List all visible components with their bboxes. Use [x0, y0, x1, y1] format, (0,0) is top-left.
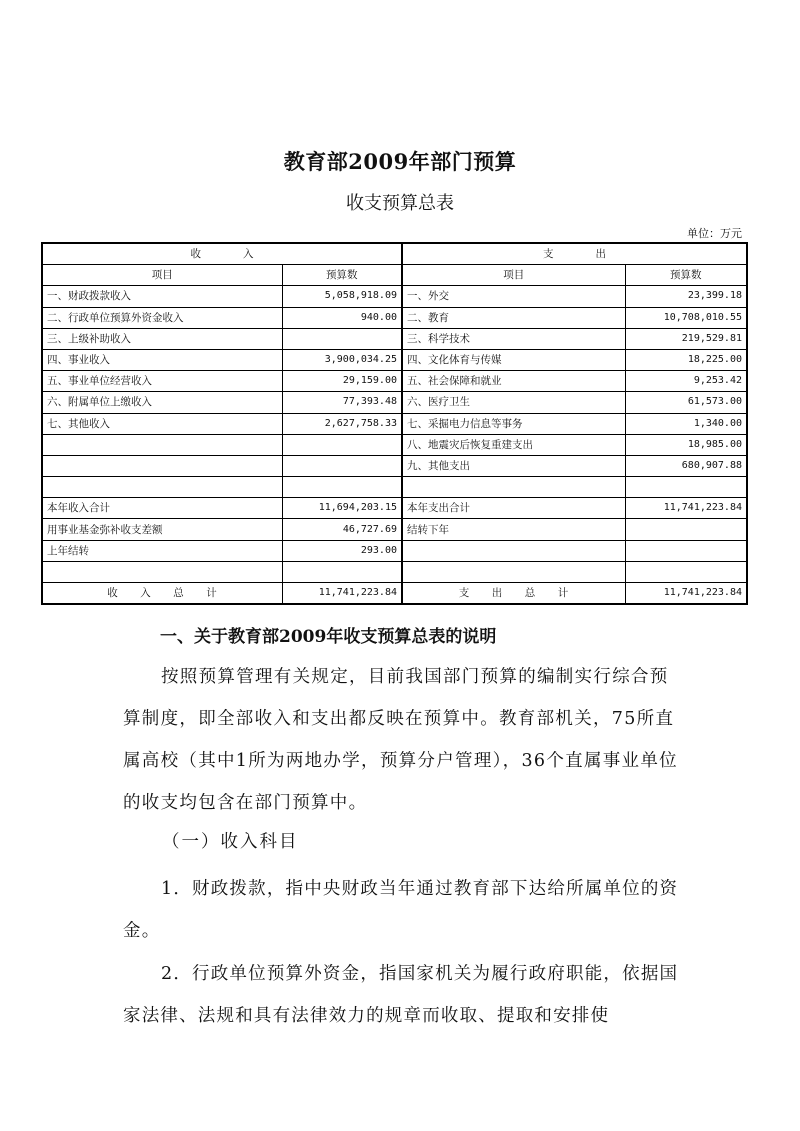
table-row [42, 328, 747, 349]
expense-item-cell: 九、其他支出 [402, 455, 625, 476]
income-amount-cell: 29,159.00 [282, 371, 402, 392]
table-row [42, 477, 747, 498]
table-row [42, 371, 747, 392]
income-item-header: 项目 [42, 265, 282, 286]
expense-amount-cell: 23,399.18 [625, 286, 747, 307]
expense-item-cell: 二、教育 [402, 307, 625, 328]
expense-amount-cell: 10,708,010.55 [625, 307, 747, 328]
expense-amount-cell [625, 540, 747, 561]
table-row [42, 455, 747, 476]
table-row [42, 540, 747, 561]
income-amount-cell: 11,694,203.15 [282, 498, 402, 519]
table-row [42, 434, 747, 455]
table-row [42, 413, 747, 434]
section-heading: 一、关于教育部2009年收支预算总表的说明 [160, 627, 497, 647]
total-income-label: 收 入 总 计 [42, 583, 282, 605]
expense-amount-cell: 18,225.00 [625, 349, 747, 370]
expense-amount-cell [625, 477, 747, 498]
expense-amount-cell: 11,741,223.84 [625, 498, 747, 519]
total-expense-amount: 11,741,223.84 [625, 583, 747, 605]
income-amount-header: 预算数 [282, 265, 402, 286]
income-amount-cell [282, 328, 402, 349]
expense-amount-cell: 9,253.42 [625, 371, 747, 392]
income-item-cell: 一、财政拨款收入 [42, 286, 282, 307]
expense-item-cell [402, 561, 625, 582]
table-row [42, 498, 747, 519]
income-item-cell [42, 477, 282, 498]
income-item-cell: 三、上级补助收入 [42, 328, 282, 349]
expense-item-cell [402, 540, 625, 561]
table-row [42, 286, 747, 307]
subheading-income-items: （一）收入科目 [162, 832, 299, 852]
expense-item-cell: 七、采掘电力信息等事务 [402, 413, 625, 434]
paragraph-fiscal-appropriation: 1．财政拨款，指中央财政当年通过教育部下达给所属单位的资金。 [123, 879, 679, 941]
expense-item-header: 项目 [402, 265, 625, 286]
income-amount-cell: 940.00 [282, 307, 402, 328]
table-group-header-row [42, 243, 747, 265]
grand-total-row [42, 583, 747, 605]
income-amount-cell: 2,627,758.33 [282, 413, 402, 434]
income-item-cell: 五、事业单位经营收入 [42, 371, 282, 392]
expense-amount-cell: 219,529.81 [625, 328, 747, 349]
paragraph-extra-budget-funds: 2．行政单位预算外资金，指国家机关为履行政府职能，依据国家法律、法规和具有法律效力的规章而收取、提取和安排使 [123, 964, 679, 1026]
table-row [42, 349, 747, 370]
income-amount-cell: 77,393.48 [282, 392, 402, 413]
expense-item-cell: 四、文化体育与传媒 [402, 349, 625, 370]
income-amount-cell: 5,058,918.09 [282, 286, 402, 307]
income-item-cell [42, 455, 282, 476]
income-item-cell: 四、事业收入 [42, 349, 282, 370]
income-amount-cell [282, 455, 402, 476]
income-amount-cell: 293.00 [282, 540, 402, 561]
income-item-cell: 七、其他收入 [42, 413, 282, 434]
expense-item-cell: 八、地震灾后恢复重建支出 [402, 434, 625, 455]
expense-amount-header: 预算数 [625, 265, 747, 286]
income-amount-cell [282, 561, 402, 582]
expense-item-cell: 一、外交 [402, 286, 625, 307]
paragraph-budget-system: 按照预算管理有关规定，目前我国部门预算的编制实行综合预算制度，即全部收入和支出都反映在预算中。教育部机关，75所直属高校（其中1所为两地办学，预算分户管理），36个直属事业单位的收支均包含在部门预算中。 [123, 667, 678, 813]
table-row [42, 519, 747, 540]
income-item-cell [42, 561, 282, 582]
expense-amount-cell: 1,340.00 [625, 413, 747, 434]
expense-amount-cell: 18,985.00 [625, 434, 747, 455]
expense-item-cell: 三、科学技术 [402, 328, 625, 349]
total-expense-label: 支 出 总 计 [402, 583, 625, 605]
table-column-header-row [42, 265, 747, 286]
page-title: 教育部2009年部门预算 [283, 149, 517, 174]
expense-amount-cell: 680,907.88 [625, 455, 747, 476]
expense-item-cell: 五、社会保障和就业 [402, 371, 625, 392]
unit-label: 单位：万元 [687, 227, 742, 240]
expense-item-cell: 本年支出合计 [402, 498, 625, 519]
income-amount-cell [282, 477, 402, 498]
budget-summary-table [41, 242, 748, 605]
expense-item-cell: 结转下年 [402, 519, 625, 540]
table-row [42, 307, 747, 328]
table-row [42, 561, 747, 582]
expense-amount-cell [625, 519, 747, 540]
income-amount-cell: 3,900,034.25 [282, 349, 402, 370]
income-item-cell: 用事业基金弥补收支差额 [42, 519, 282, 540]
income-amount-cell [282, 434, 402, 455]
income-item-cell [42, 434, 282, 455]
expense-item-cell [402, 477, 625, 498]
page-subtitle: 收支预算总表 [346, 193, 454, 214]
expense-amount-cell [625, 561, 747, 582]
total-income-amount: 11,741,223.84 [282, 583, 402, 605]
expense-amount-cell: 61,573.00 [625, 392, 747, 413]
income-item-cell: 二、行政单位预算外资金收入 [42, 307, 282, 328]
income-header: 收 入 [42, 243, 402, 265]
income-item-cell: 六、附属单位上缴收入 [42, 392, 282, 413]
expense-item-cell: 六、医疗卫生 [402, 392, 625, 413]
income-item-cell: 上年结转 [42, 540, 282, 561]
expense-header: 支 出 [402, 243, 747, 265]
income-amount-cell: 46,727.69 [282, 519, 402, 540]
table-row [42, 392, 747, 413]
income-item-cell: 本年收入合计 [42, 498, 282, 519]
